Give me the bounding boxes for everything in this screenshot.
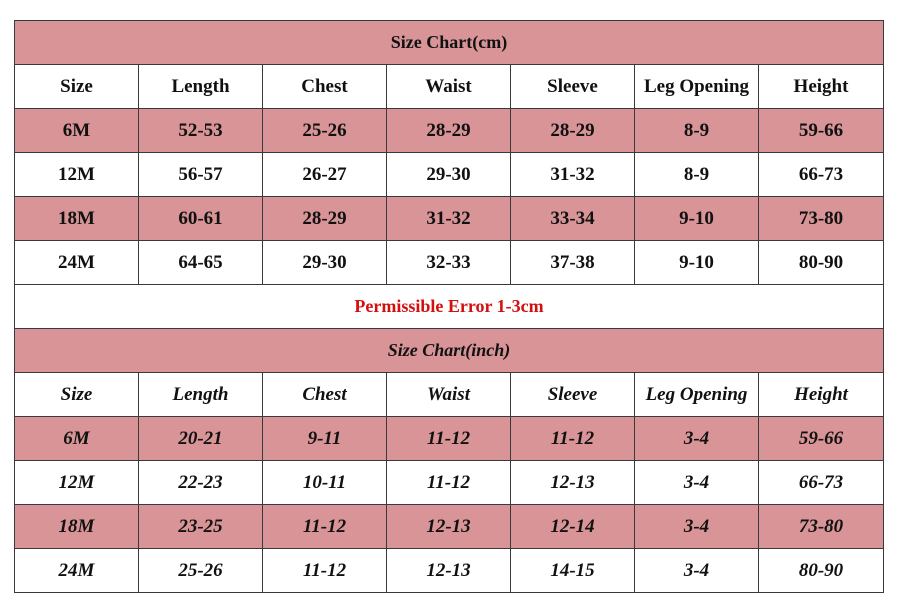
table-row [15,109,884,153]
table-cell: 66-73 [759,461,884,505]
table-cell: 18M [15,197,139,241]
cm-header-row [15,65,884,109]
column-header: Leg Opening [635,65,759,109]
table-cell: 11-12 [511,417,635,461]
column-header: Length [139,373,263,417]
table-cell: 8-9 [635,109,759,153]
column-header: Leg Opening [635,373,759,417]
size-chart-table [14,20,884,593]
column-header: Size [15,373,139,417]
table-cell: 59-66 [759,109,884,153]
table-cell: 24M [15,549,139,593]
cm-title-row [15,21,884,65]
table-cell: 80-90 [759,241,884,285]
table-row [15,417,884,461]
table-cell: 9-10 [635,241,759,285]
table-cell: 12-13 [387,549,511,593]
table-cell: 60-61 [139,197,263,241]
table-cell: 52-53 [139,109,263,153]
table-cell: 22-23 [139,461,263,505]
table-cell: 29-30 [387,153,511,197]
table-cell: 11-12 [387,461,511,505]
table-cell: 11-12 [263,549,387,593]
inch-table-title: Size Chart(inch) [15,329,884,373]
table-row [15,505,884,549]
table-cell: 10-11 [263,461,387,505]
table-cell: 9-11 [263,417,387,461]
table-cell: 9-10 [635,197,759,241]
table-cell: 59-66 [759,417,884,461]
column-header: Length [139,65,263,109]
table-cell: 14-15 [511,549,635,593]
inch-title-row [15,329,884,373]
table-row [15,197,884,241]
table-cell: 31-32 [511,153,635,197]
column-header: Height [759,373,884,417]
table-cell: 3-4 [635,417,759,461]
table-cell: 20-21 [139,417,263,461]
table-cell: 24M [15,241,139,285]
table-cell: 12M [15,461,139,505]
note-row [15,285,884,329]
table-cell: 64-65 [139,241,263,285]
column-header: Waist [387,373,511,417]
table-row [15,241,884,285]
table-cell: 26-27 [263,153,387,197]
column-header: Chest [263,65,387,109]
table-cell: 25-26 [139,549,263,593]
table-cell: 11-12 [263,505,387,549]
table-cell: 28-29 [387,109,511,153]
table-cell: 11-12 [387,417,511,461]
table-row [15,549,884,593]
table-cell: 37-38 [511,241,635,285]
table-cell: 6M [15,417,139,461]
table-cell: 23-25 [139,505,263,549]
table-cell: 32-33 [387,241,511,285]
table-cell: 12-13 [511,461,635,505]
inch-header-row [15,373,884,417]
table-cell: 25-26 [263,109,387,153]
table-cell: 6M [15,109,139,153]
table-cell: 33-34 [511,197,635,241]
column-header: Waist [387,65,511,109]
table-cell: 31-32 [387,197,511,241]
table-row [15,461,884,505]
table-cell: 29-30 [263,241,387,285]
table-cell: 28-29 [263,197,387,241]
column-header: Size [15,65,139,109]
table-cell: 12-14 [511,505,635,549]
column-header: Chest [263,373,387,417]
permissible-error-note: Permissible Error 1-3cm [15,285,884,329]
table-cell: 28-29 [511,109,635,153]
table-cell: 3-4 [635,549,759,593]
table-cell: 66-73 [759,153,884,197]
table-cell: 3-4 [635,461,759,505]
table-cell: 56-57 [139,153,263,197]
table-cell: 12-13 [387,505,511,549]
table-cell: 8-9 [635,153,759,197]
table-cell: 73-80 [759,197,884,241]
table-cell: 80-90 [759,549,884,593]
column-header: Sleeve [511,373,635,417]
table-row [15,153,884,197]
table-cell: 12M [15,153,139,197]
cm-table-title: Size Chart(cm) [15,21,884,65]
table-cell: 3-4 [635,505,759,549]
table-cell: 18M [15,505,139,549]
column-header: Sleeve [511,65,635,109]
table-cell: 73-80 [759,505,884,549]
column-header: Height [759,65,884,109]
